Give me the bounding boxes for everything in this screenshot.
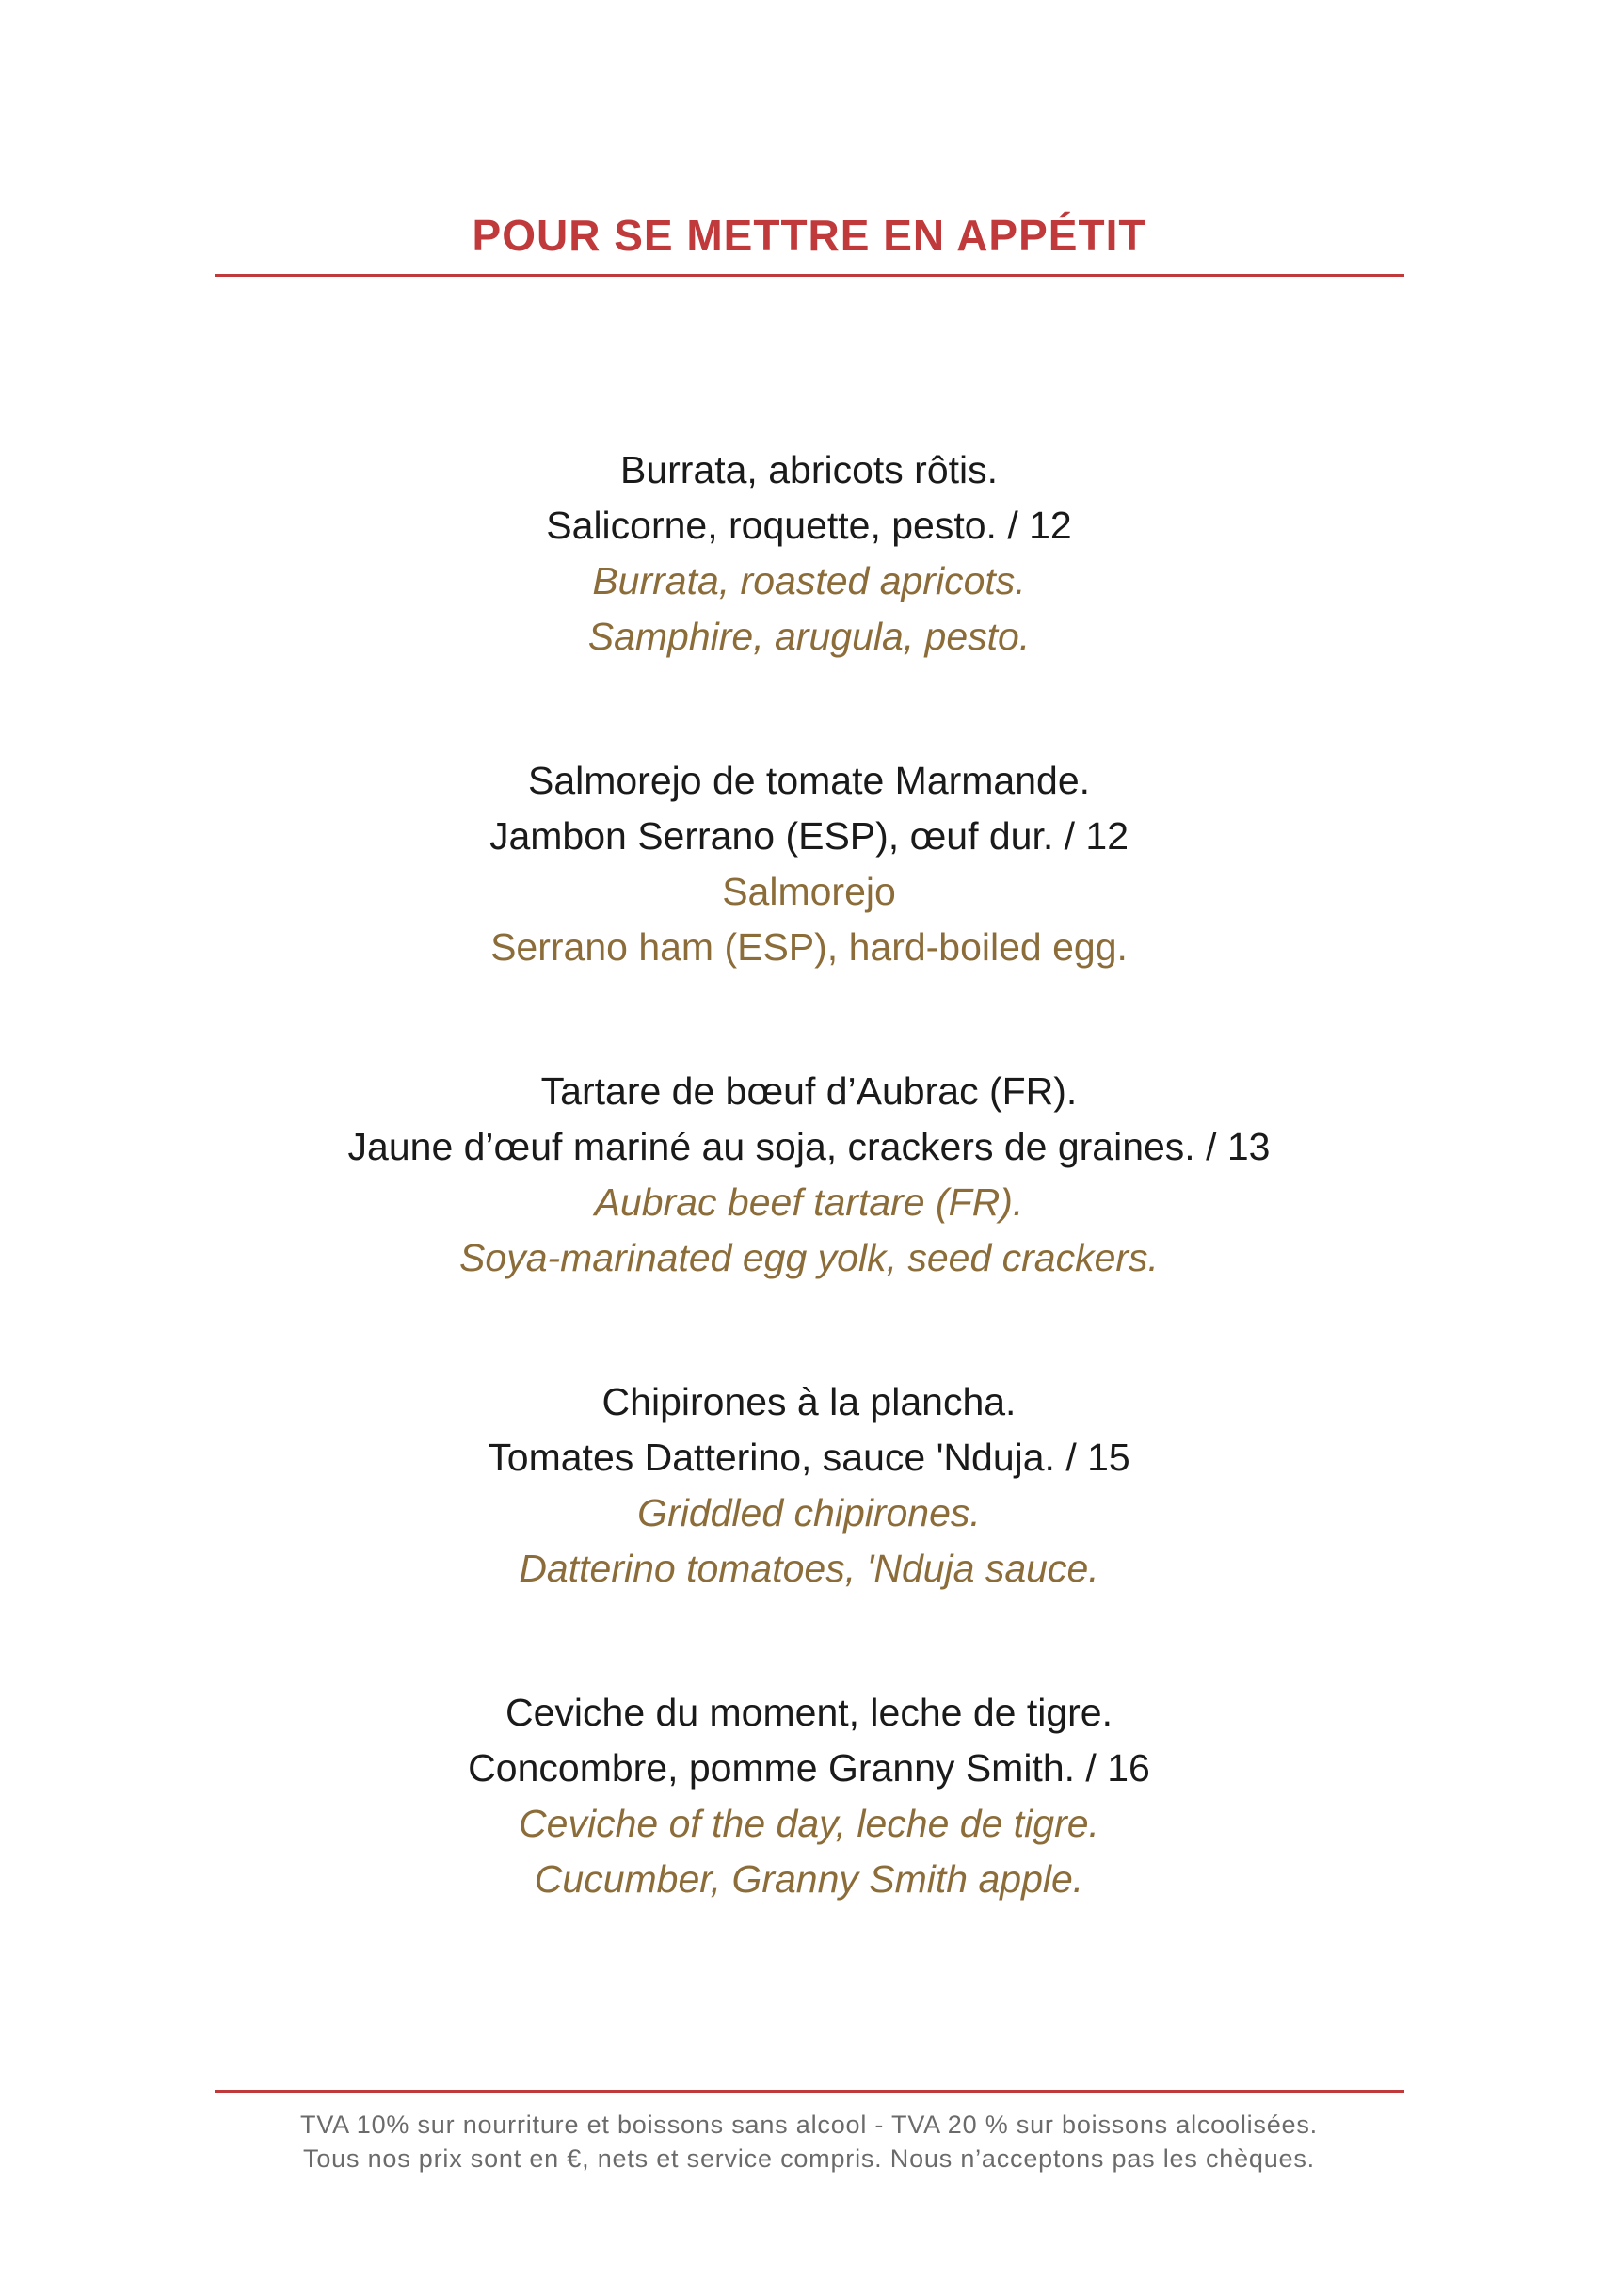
dish-ceviche [0, 1685, 1618, 1907]
title-divider [215, 274, 1404, 277]
dish-details-en: Soya-marinated egg yolk, seed crackers. [459, 1236, 1159, 1279]
page-title: POUR SE METTRE EN APPÉTIT [472, 211, 1146, 260]
dish-name-en: Ceviche of the day, leche de tigre. [519, 1802, 1099, 1845]
dish-details-en: Samphire, arugula, pesto. [587, 615, 1031, 658]
dish-details-fr: Jaune d’œuf mariné au soja, crackers de graines. / 13 [347, 1125, 1271, 1168]
dish-chipirones [0, 1374, 1618, 1597]
dish-name-en: Aubrac beef tartare (FR). [594, 1180, 1024, 1224]
footer-notice [0, 2108, 1618, 2176]
footer-divider [215, 2090, 1404, 2093]
dish-name-fr: Salmorejo de tomate Marmande. [527, 759, 1091, 802]
footer-vat-line: TVA 10% sur nourriture et boissons sans alcool - TVA 20 % sur boissons alcoolisées. [300, 2111, 1318, 2139]
dish-name-en: Salmorejo [722, 870, 896, 913]
dish-burrata [0, 442, 1618, 665]
footer-payment-line: Tous nos prix sont en €, nets et service compris. Nous n’acceptons pas les chèques. [303, 2144, 1315, 2173]
dish-salmorejo [0, 753, 1618, 975]
dish-tartare [0, 1064, 1618, 1286]
dish-name-fr: Chipirones à la plancha. [601, 1380, 1017, 1423]
dish-details-fr: Tomates Datterino, sauce 'Nduja. / 15 [488, 1436, 1130, 1479]
dish-name-fr: Burrata, abricots rôtis. [619, 448, 999, 491]
dish-name-fr: Tartare de bœuf d’Aubrac (FR). [540, 1069, 1078, 1113]
dish-details-fr: Concombre, pomme Granny Smith. / 16 [468, 1746, 1150, 1790]
dish-name-fr: Ceviche du moment, leche de tigre. [505, 1691, 1113, 1734]
dish-details-en: Serrano ham (ESP), hard-boiled egg. [490, 925, 1128, 969]
dish-details-en: Datterino tomatoes, 'Nduja sauce. [519, 1547, 1099, 1590]
dish-details-fr: Jambon Serrano (ESP), œuf dur. / 12 [489, 814, 1129, 858]
dish-name-en: Burrata, roasted apricots. [592, 559, 1026, 602]
dish-details-fr: Salicorne, roquette, pesto. / 12 [546, 504, 1072, 547]
dish-details-en: Cucumber, Granny Smith apple. [534, 1857, 1084, 1901]
dish-name-en: Griddled chipirones. [637, 1491, 981, 1534]
